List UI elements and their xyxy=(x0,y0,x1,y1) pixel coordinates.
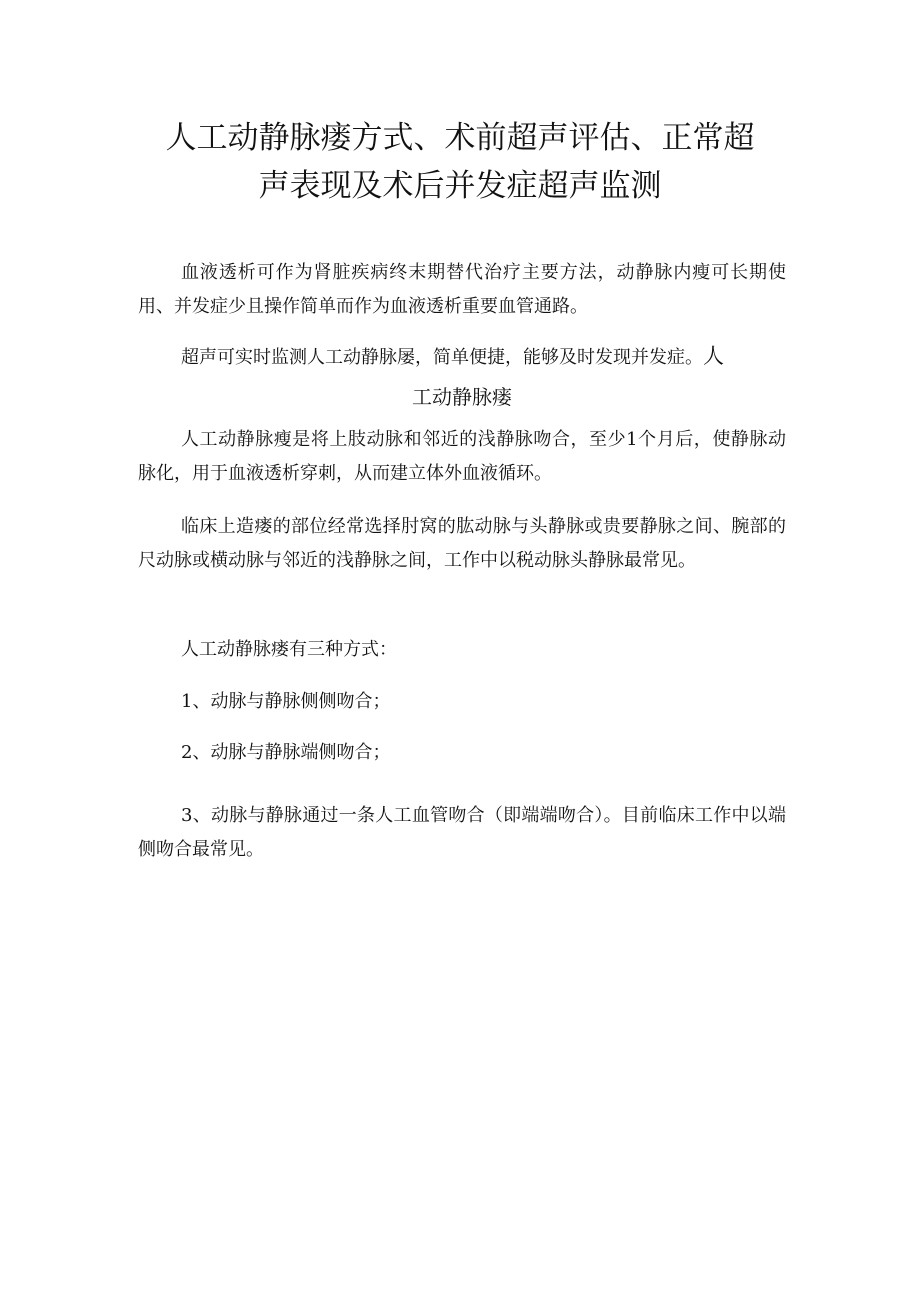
list-item-1: 1、动脉与静脉侧侧吻合； xyxy=(181,691,391,712)
paragraph-sites: 临床上造瘘的部位经常选择肘窝的肱动脉与头静脉或贵要静脉之间、腕部的尺动脉或横动脉与邻近的浅静脉之间，工作中以税动脉头静脉最常见。 xyxy=(138,516,786,571)
paragraph-ultrasound-text: 超声可实时监测人工动静脉屡，简单便捷，能够及时发现并发症。 xyxy=(181,347,703,368)
document-title-line-2: 声表现及术后并发症超声监测 xyxy=(258,168,662,204)
paragraph-intro: 血液透析可作为肾脏疾病终末期替代治疗主要方法，动静脉内瘦可长期使用、并发症少且操作简单而作为血液透析重要血管通路。 xyxy=(138,262,786,317)
document-title-line-1: 人工动静脉瘘方式、术前超声评估、正常超 xyxy=(165,120,755,156)
list-item-2: 2、动脉与静脉端侧吻合； xyxy=(181,742,391,763)
paragraph-methods-intro: 人工动静脉瘘有三种方式： xyxy=(181,639,397,660)
paragraph-ultrasound xyxy=(138,339,786,375)
list-item-3: 3、动脉与静脉通过一条人工血管吻合（即端端吻合）。目前临床工作中以端侧吻合最常见。 xyxy=(138,805,786,860)
document-title xyxy=(140,114,780,210)
paragraph-definition: 人工动静脉瘦是将上肢动脉和邻近的浅静脉吻合，至少1个月后，使静脉动脉化，用于血液透析穿刺，从而建立体外血液循环。 xyxy=(138,429,786,484)
section-heading: 工动静脉瘘 xyxy=(412,385,512,409)
section-heading-start: 人 xyxy=(703,344,724,368)
